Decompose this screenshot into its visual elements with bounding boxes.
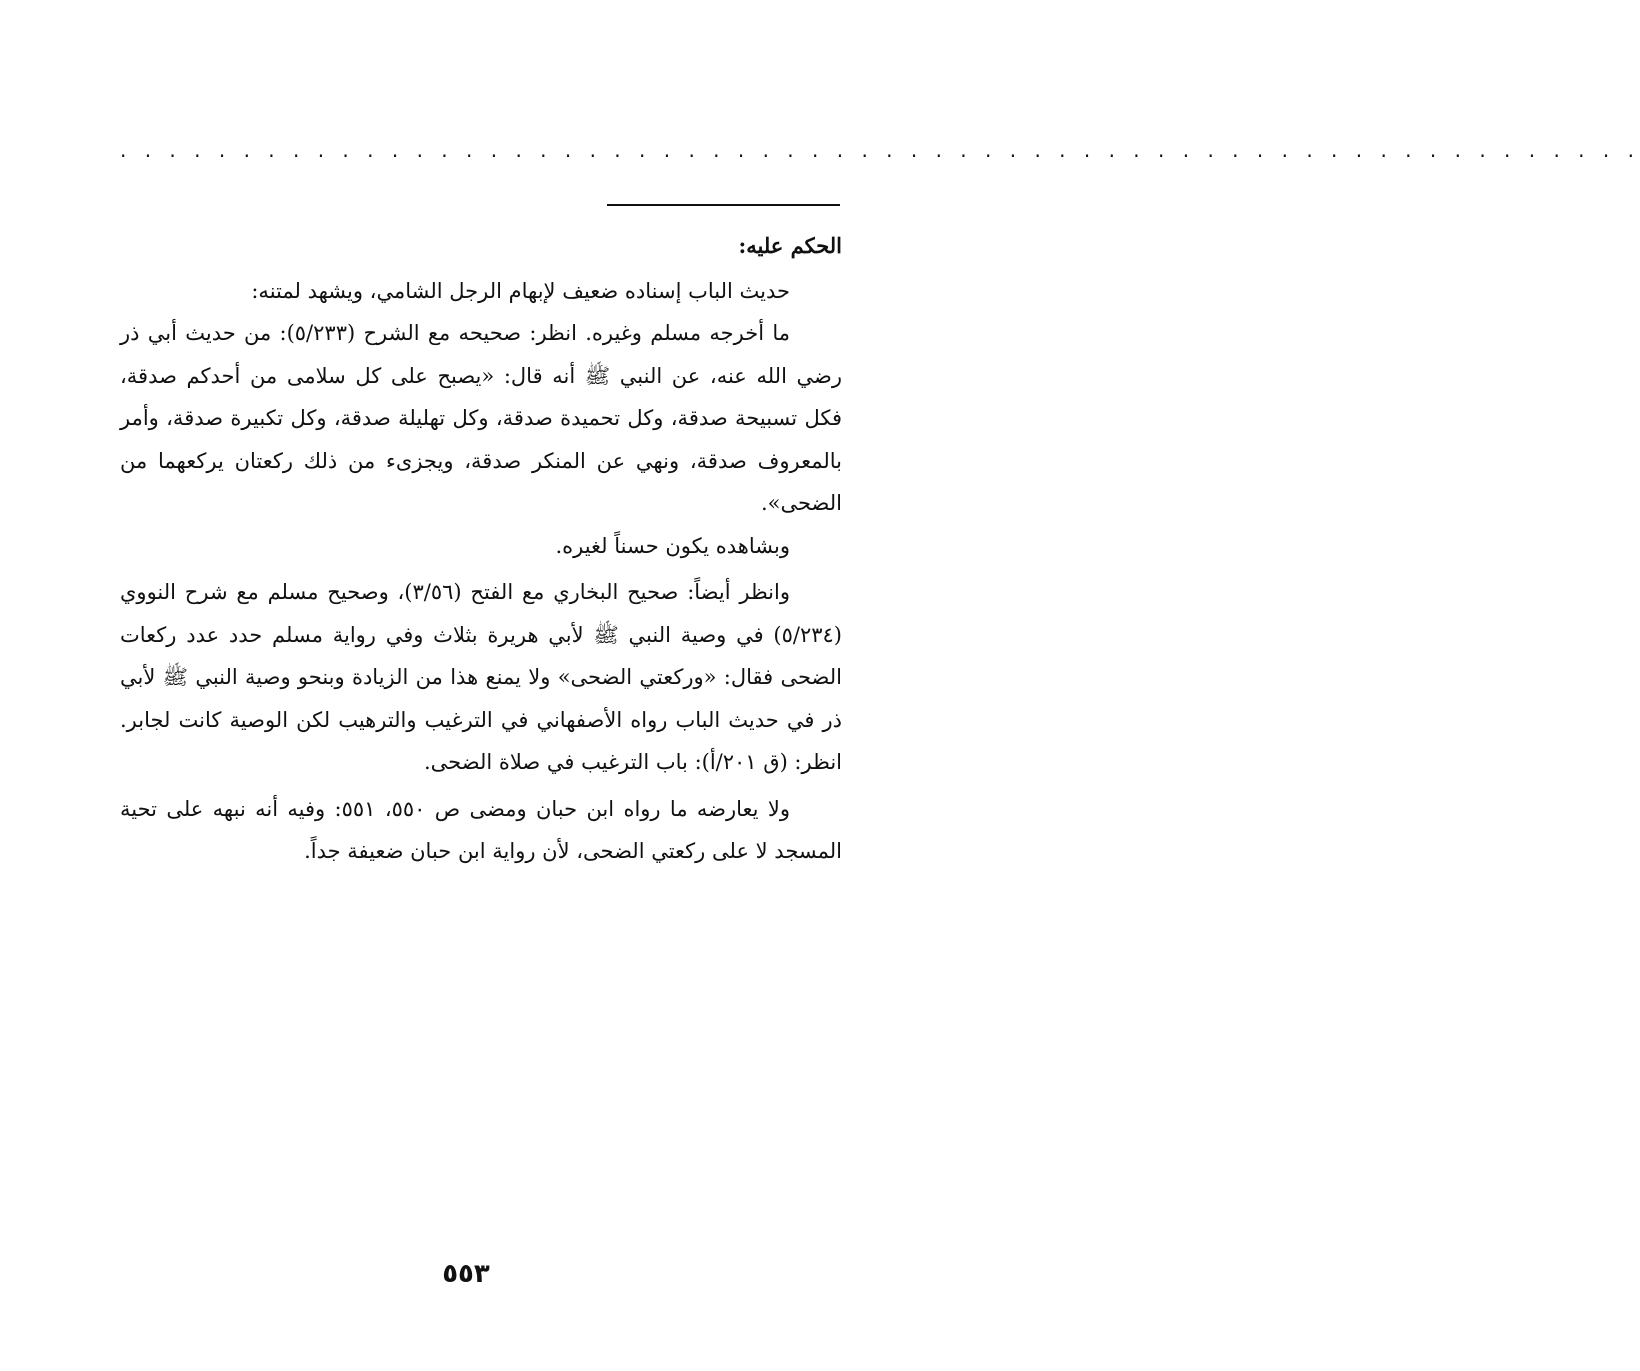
paragraph-3: وبشاهده يكون حسناً لغيره. bbox=[555, 533, 790, 558]
section-heading: الحكم عليه: bbox=[738, 233, 842, 258]
paragraph-1: حديث الباب إسناده ضعيف لإبهام الرجل الشامي، ويشهد لمتنه: bbox=[251, 278, 790, 303]
paragraph-5: ولا يعارضه ما رواه ابن حبان ومضى ص ٥٥٠، ٥٥١: وفيه أنه نبهه على تحية المسجد لا على ركعتي الضحى، لأن رواية ابن حبان ضعيفة جداً. bbox=[120, 796, 842, 863]
footnote-rule bbox=[607, 204, 840, 206]
page-body bbox=[120, 225, 842, 873]
paragraph-4: وانظر أيضاً: صحيح البخاري مع الفتح (٣/٥٦)، وصحيح مسلم مع شرح النووي (٥/٢٣٤) في وصية النبي ﷺ لأبي هريرة بثلاث وفي رواية مسلم حدد عدد ركعات الضحى فقال: «وركعتي الضحى» ولا يمنع هذا من الزيادة وبنحو وصية النبي ﷺ لأبي ذر في حديث الباب رواه الأصفهاني في الترغيب والترهيب لكن الوصية كانت لجابر. انظر: (ق ٢٠١/أ): باب الترغيب في صلاة الضحى. bbox=[120, 580, 842, 774]
page-number: ٥٥٣ bbox=[442, 1259, 490, 1289]
dotted-separator: . . . . . . . . . . . . . . . . . . . . . . . . . . . . . . . . . . . . . . . . . . . . . . . . . . . . . . . . . . . . . . bbox=[120, 138, 1640, 162]
paragraph-2: ما أخرجه مسلم وغيره. انظر: صحيحه مع الشرح (٥/٢٣٣): من حديث أبي ذر رضي الله عنه، عن النبي ﷺ أنه قال: «يصبح على كل سلامى من أحدكم صدقة، فكل تسبيحة صدقة، وكل تحميدة صدقة، وكل تهليلة صدقة، وكل تكبيرة صدقة، وأمر بالمعروف صدقة، ونهي عن المنكر صدقة، ويجزىء من ذلك ركعتان يركعهما من الضحى». bbox=[120, 321, 842, 515]
